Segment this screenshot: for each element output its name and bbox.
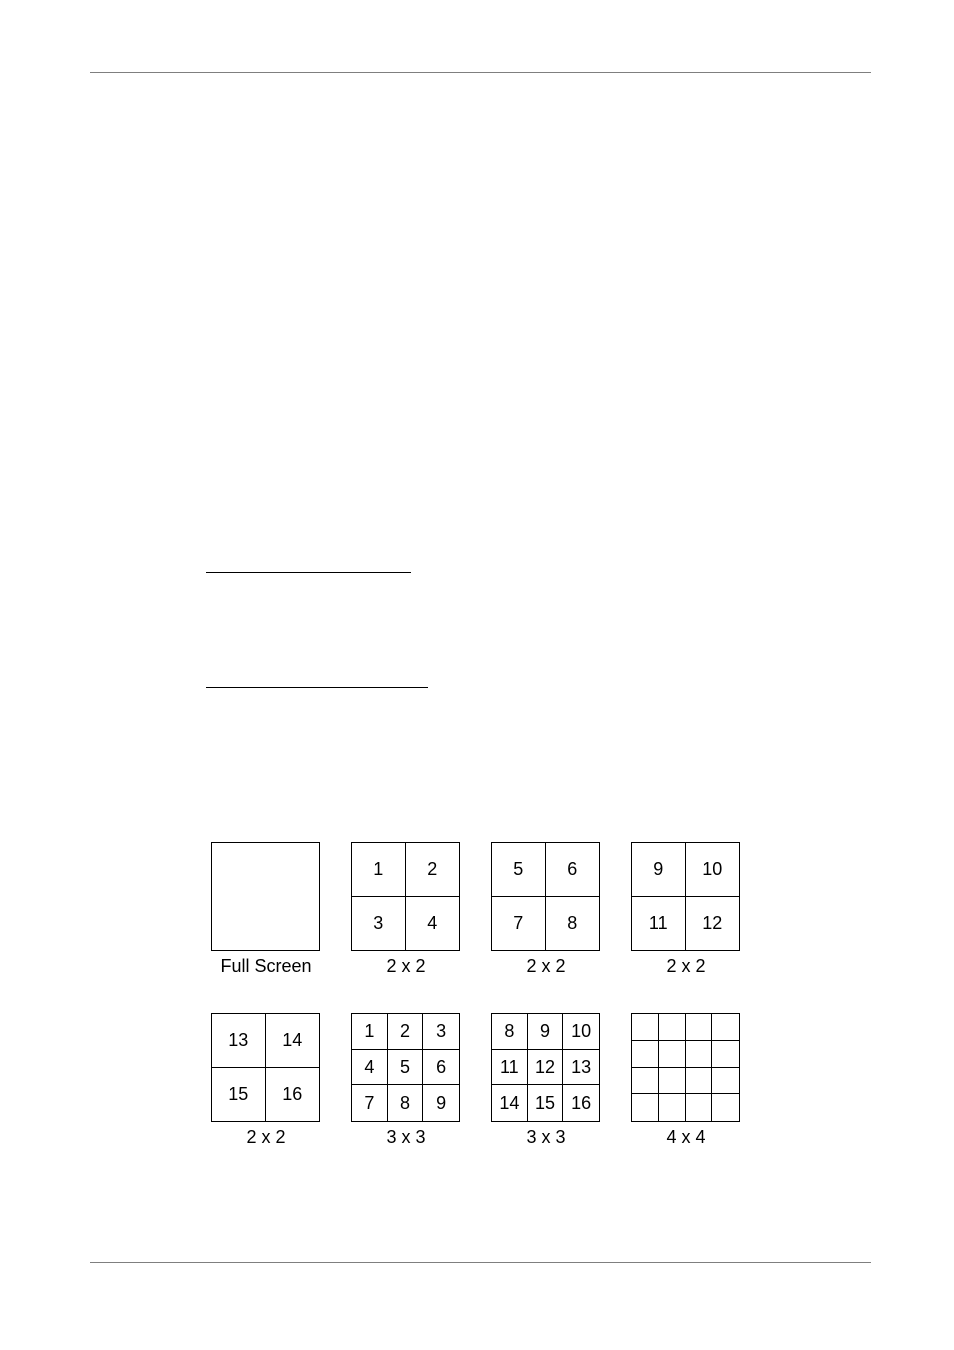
layout-cell: 11 bbox=[492, 1050, 528, 1086]
layout-caption: Full Screen bbox=[220, 956, 312, 976]
layout-cell: 5 bbox=[388, 1050, 424, 1086]
layout-cell: 5 bbox=[492, 843, 546, 897]
layout-cell bbox=[659, 1068, 686, 1095]
layout-cell: 3 bbox=[352, 897, 406, 951]
layout-cell: 8 bbox=[388, 1085, 424, 1121]
layout-cell bbox=[712, 1041, 739, 1068]
layout-cell: 4 bbox=[352, 1050, 388, 1086]
layout-cell: 4 bbox=[427, 913, 438, 934]
layout-caption: 2 x 2 bbox=[386, 956, 426, 976]
layout-full-screen bbox=[211, 842, 320, 951]
layout-cell: 16 bbox=[571, 1093, 592, 1114]
layout-cell: 6 bbox=[546, 843, 600, 897]
layout-2x2-channels-13-16 bbox=[211, 1013, 320, 1122]
layout-cell: 12 bbox=[702, 913, 723, 934]
layout-cell: 15 bbox=[212, 1068, 266, 1122]
underlined-heading-rule bbox=[206, 687, 428, 688]
layout-cell: 1 bbox=[352, 1014, 388, 1050]
layout-cell bbox=[712, 1068, 739, 1095]
layout-cell bbox=[659, 1094, 686, 1121]
layout-cell: 8 bbox=[492, 1014, 528, 1050]
layout-cell: 9 bbox=[632, 843, 686, 897]
layout-cell: 13 bbox=[563, 1050, 599, 1086]
layout-cell: 9 bbox=[436, 1093, 447, 1114]
layout-cell: 13 bbox=[212, 1014, 266, 1068]
layout-cell: 14 bbox=[492, 1085, 528, 1121]
layout-cell bbox=[632, 1014, 659, 1041]
layout-2x2-channels-9-12 bbox=[631, 842, 740, 951]
header-rule bbox=[90, 72, 871, 73]
layout-caption: 3 x 3 bbox=[526, 1127, 566, 1147]
layout-cell bbox=[686, 1094, 713, 1121]
layout-cell: 6 bbox=[423, 1050, 459, 1086]
layout-cell: 7 bbox=[352, 1085, 388, 1121]
layout-cell: 10 bbox=[686, 843, 740, 897]
layout-cell bbox=[686, 1068, 713, 1095]
layout-cell bbox=[686, 1014, 713, 1041]
layout-cell: 15 bbox=[528, 1085, 564, 1121]
layout-cell: 2 bbox=[406, 843, 460, 897]
layout-cell bbox=[632, 1041, 659, 1068]
layout-caption: 2 x 2 bbox=[666, 956, 706, 976]
layout-cell bbox=[632, 1094, 659, 1121]
layout-cell: 11 bbox=[632, 897, 686, 951]
layout-cell: 2 bbox=[388, 1014, 424, 1050]
layout-cell bbox=[659, 1041, 686, 1068]
layout-cell: 1 bbox=[352, 843, 406, 897]
layout-cell: 3 bbox=[423, 1014, 459, 1050]
layout-cell bbox=[659, 1014, 686, 1041]
layout-2x2-channels-1-4 bbox=[351, 842, 460, 951]
layout-cell bbox=[632, 1068, 659, 1095]
layout-cell bbox=[712, 1094, 739, 1121]
layout-cell: 10 bbox=[563, 1014, 599, 1050]
layout-cell: 8 bbox=[567, 913, 578, 934]
layout-caption: 2 x 2 bbox=[526, 956, 566, 976]
layout-cell: 9 bbox=[528, 1014, 564, 1050]
layout-cell: 16 bbox=[282, 1084, 303, 1105]
layout-cell: 14 bbox=[266, 1014, 320, 1068]
layout-cell: 7 bbox=[492, 897, 546, 951]
layout-caption: 2 x 2 bbox=[246, 1127, 286, 1147]
layout-cell bbox=[712, 1014, 739, 1041]
layout-caption: 3 x 3 bbox=[386, 1127, 426, 1147]
layout-3x3-channels-1-9 bbox=[351, 1013, 460, 1122]
layout-cell: 12 bbox=[528, 1050, 564, 1086]
footer-rule bbox=[90, 1262, 871, 1263]
layout-4x4-grid bbox=[631, 1013, 740, 1122]
underlined-heading-rule bbox=[206, 572, 411, 573]
layout-cell bbox=[686, 1041, 713, 1068]
layout-2x2-channels-5-8 bbox=[491, 842, 600, 951]
layout-3x3-channels-8-16 bbox=[491, 1013, 600, 1122]
layout-caption: 4 x 4 bbox=[666, 1127, 706, 1147]
